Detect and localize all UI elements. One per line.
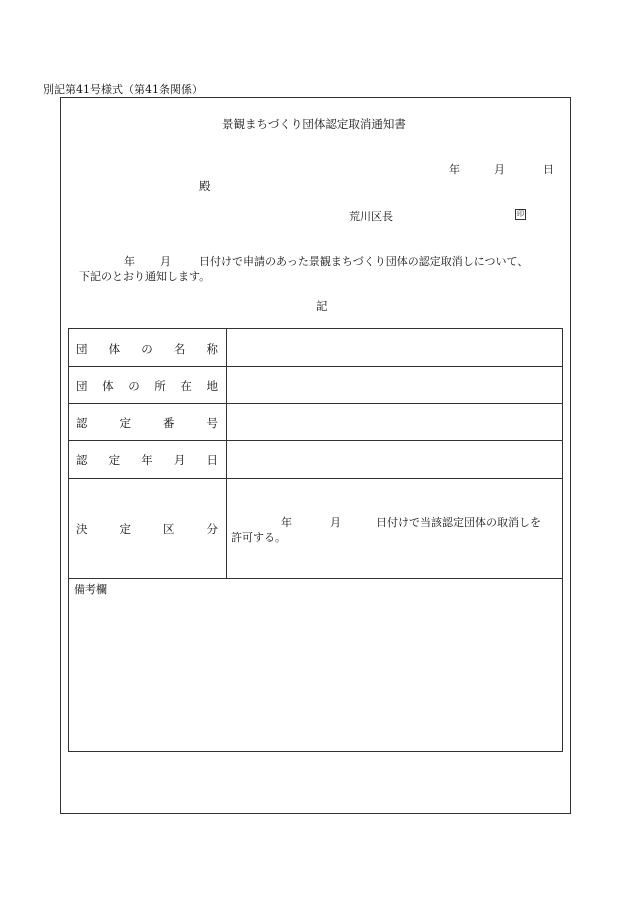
body-line2: 下記のとおり通知します。 — [79, 270, 211, 283]
row-divider — [69, 366, 562, 367]
row-label-cert-date: 認 定 年 月 日 — [76, 453, 218, 467]
body-line1-rest: 日付けで申請のあった景観まちづくり団体の認定取消しについて、 — [199, 255, 529, 268]
date-month: 月 — [494, 163, 505, 176]
row-divider — [69, 440, 562, 441]
row-label-group-address: 団 体 の 所 在 地 — [76, 379, 218, 393]
issuer: 荒川区長 — [349, 210, 393, 223]
remarks-label: 備考欄 — [74, 583, 107, 596]
body-year: 年 — [124, 255, 135, 268]
row-label-decision: 決 定 区 分 — [76, 522, 218, 536]
date-year: 年 — [449, 163, 460, 176]
detail-table — [68, 328, 563, 752]
decision-line2: 許可する。 — [231, 531, 286, 544]
document-title: 景観まちづくり団体認定取消通知書 — [222, 117, 406, 131]
row-label-cert-number: 認 定 番 号 — [76, 416, 218, 430]
seal-mark: 印 — [517, 210, 524, 218]
body-month: 月 — [160, 255, 171, 268]
ki-label: 記 — [316, 299, 328, 313]
row-label-group-name: 団 体 の 名 称 — [76, 342, 218, 356]
decision-month: 月 — [330, 516, 341, 529]
row-divider — [69, 478, 562, 479]
date-day: 日 — [543, 163, 554, 176]
decision-line1-rest: 日付けで当該認定団体の取消しを — [376, 516, 541, 529]
form-number: 別記第41号様式（第41条関係） — [43, 83, 203, 96]
row-divider — [69, 578, 562, 579]
row-divider — [69, 403, 562, 404]
decision-year: 年 — [281, 516, 292, 529]
addressee-suffix: 殿 — [199, 179, 211, 193]
